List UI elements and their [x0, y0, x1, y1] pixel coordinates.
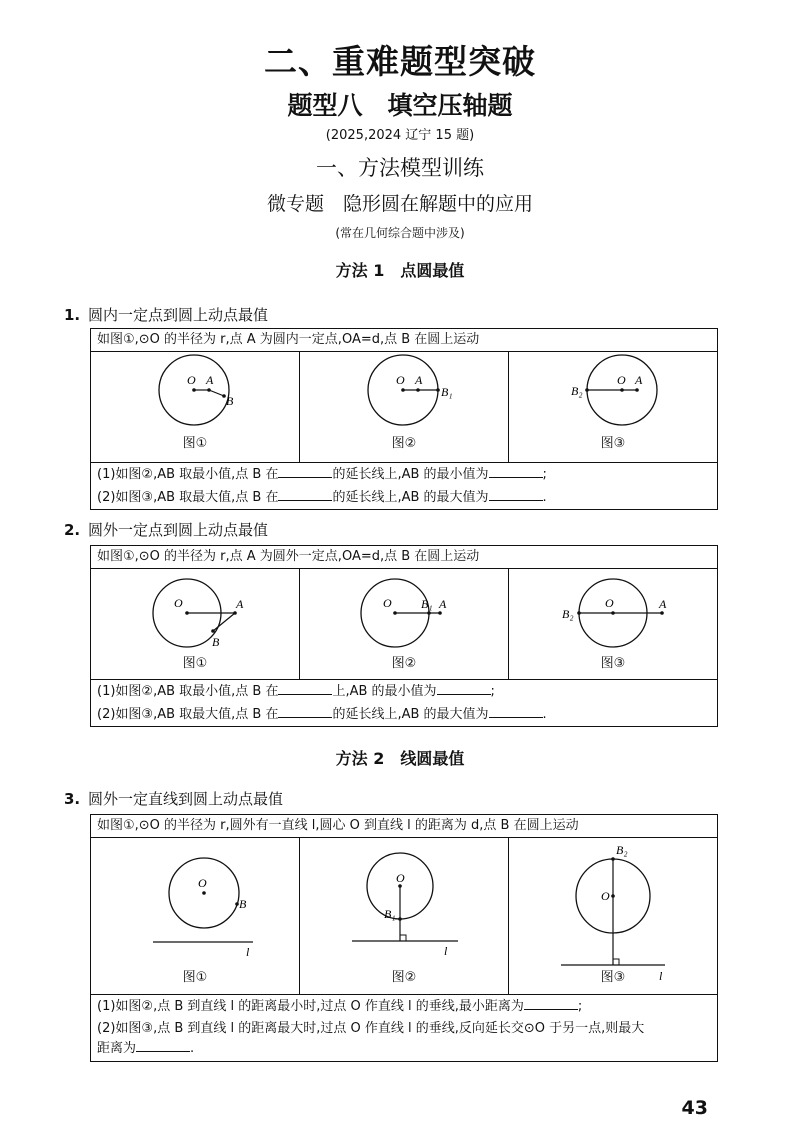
- problem-1-title: [64, 304, 268, 325]
- label-o: O: [396, 871, 405, 885]
- method2-heading: 方法 2 线圆最值: [335, 749, 465, 768]
- problem-3-box: [90, 814, 718, 1062]
- label-l: l: [444, 944, 448, 958]
- label-a: A: [635, 373, 643, 387]
- figure-row: [91, 838, 717, 995]
- answer-blank[interactable]: [278, 465, 332, 478]
- figure-caption: 图①: [182, 970, 208, 985]
- label-b: B: [239, 897, 247, 911]
- question-2-continued: 距离为 .: [97, 1041, 195, 1056]
- label-a: A: [206, 373, 214, 387]
- problem-2-box: [90, 545, 718, 727]
- answer-blank[interactable]: [278, 682, 332, 695]
- question-2: (2)如图③,点 B 到直线 l 的距离最大时,过点 O 作直线 l 的垂线,反向延长交⊙O 于另一点,则最大: [97, 1021, 645, 1036]
- problem-title-text: 圆内一定点到圆上动点最值: [88, 306, 269, 324]
- problem-number: 1.: [64, 306, 81, 324]
- answer-blank[interactable]: [489, 488, 543, 501]
- label-o: O: [605, 596, 614, 610]
- figure-2: [300, 352, 509, 462]
- answer-blank[interactable]: [489, 465, 543, 478]
- problem-2-title: [64, 519, 268, 540]
- question-1: (1)如图②,点 B 到直线 l 的距离最小时,过点 O 作直线 l 的垂线,最小距离为 ;: [97, 999, 583, 1014]
- label-a: A: [236, 597, 244, 611]
- problem-statement: 如图①,⊙O 的半径为 r,点 A 为圆外一定点,OA=d,点 B 在圆上运动: [91, 546, 717, 569]
- figure-3: [509, 569, 717, 679]
- label-o: O: [383, 596, 392, 610]
- figure-caption: 图③: [600, 436, 626, 451]
- figure-row: [91, 352, 717, 463]
- label-b: B: [226, 394, 234, 408]
- label-a: A: [415, 373, 423, 387]
- label-b: B₁: [421, 597, 433, 611]
- figure-row: [91, 569, 717, 680]
- label-l: l: [659, 969, 663, 983]
- figure-caption: 图②: [391, 656, 417, 671]
- figure-caption: 图②: [391, 436, 417, 451]
- label-o: O: [601, 889, 610, 903]
- problem-title-text: 圆外一定直线到圆上动点最值: [88, 790, 284, 808]
- label-a: A: [439, 597, 447, 611]
- label-a: A: [659, 597, 667, 611]
- exam-note: (2025,2024 辽宁 15 题): [325, 128, 475, 143]
- answer-blank[interactable]: [278, 705, 332, 718]
- label-b: B₂: [616, 843, 628, 857]
- question-1: (1)如图②,AB 取最小值,点 B 在 的延长线上,AB 的最小值为 ;: [97, 467, 547, 482]
- figure-1: [91, 838, 300, 994]
- figure-2: [300, 838, 509, 994]
- answer-blank[interactable]: [136, 1039, 190, 1052]
- question-2: (2)如图③,AB 取最大值,点 B 在 的延长线上,AB 的最大值为 .: [97, 707, 547, 722]
- topic-heading: 微专题 隐形圆在解题中的应用: [266, 193, 533, 215]
- figure-3: [509, 352, 717, 462]
- problem-statement: 如图①,⊙O 的半径为 r,点 A 为圆内一定点,OA=d,点 B 在圆上运动: [91, 329, 717, 352]
- figure-1: [91, 352, 300, 462]
- figure-caption: 图③: [600, 656, 626, 671]
- problem-title-text: 圆外一定点到圆上动点最值: [88, 521, 269, 539]
- figure-caption: 图①: [182, 656, 208, 671]
- label-l: l: [246, 945, 250, 959]
- figure-caption: 图①: [182, 436, 208, 451]
- label-o: O: [617, 373, 626, 387]
- question-1: (1)如图②,AB 取最小值,点 B 在 上,AB 的最小值为 ;: [97, 684, 495, 699]
- figure-1: [91, 569, 300, 679]
- page-number: 43: [681, 1097, 708, 1119]
- method1-heading: 方法 1 点圆最值: [335, 261, 465, 280]
- figure-caption: 图②: [391, 970, 417, 985]
- page-subtitle: 题型八 填空压轴题: [287, 91, 513, 120]
- figure-caption: 图③: [600, 970, 626, 985]
- label-o: O: [174, 596, 183, 610]
- question-2: (2)如图③,AB 取最大值,点 B 在 的延长线上,AB 的最大值为 .: [97, 490, 547, 505]
- label-b: B: [212, 635, 220, 649]
- page-title: 二、重难题型突破: [264, 42, 536, 81]
- label-o: O: [187, 373, 196, 387]
- answer-blank[interactable]: [524, 997, 578, 1010]
- problem-3-title: [64, 788, 283, 809]
- label-b: B₁: [384, 907, 396, 921]
- problem-number: 3.: [64, 790, 81, 808]
- figure-2: [300, 569, 509, 679]
- label-b: B₁: [441, 385, 453, 399]
- problem-statement: 如图①,⊙O 的半径为 r,圆外有一直线 l,圆心 O 到直线 l 的距离为 d,点 B 在圆上运动: [91, 815, 717, 838]
- section-heading: 一、方法模型训练: [316, 156, 484, 180]
- topic-note: (常在几何综合题中涉及): [335, 226, 465, 240]
- answer-blank[interactable]: [278, 488, 332, 501]
- figure-3: [509, 838, 717, 994]
- label-o: O: [198, 876, 207, 890]
- answer-blank[interactable]: [437, 682, 491, 695]
- answer-blank[interactable]: [489, 705, 543, 718]
- problem-1-box: [90, 328, 718, 510]
- problem-number: 2.: [64, 521, 81, 539]
- label-b: B₂: [562, 607, 574, 621]
- label-b: B₂: [571, 384, 583, 398]
- label-o: O: [396, 373, 405, 387]
